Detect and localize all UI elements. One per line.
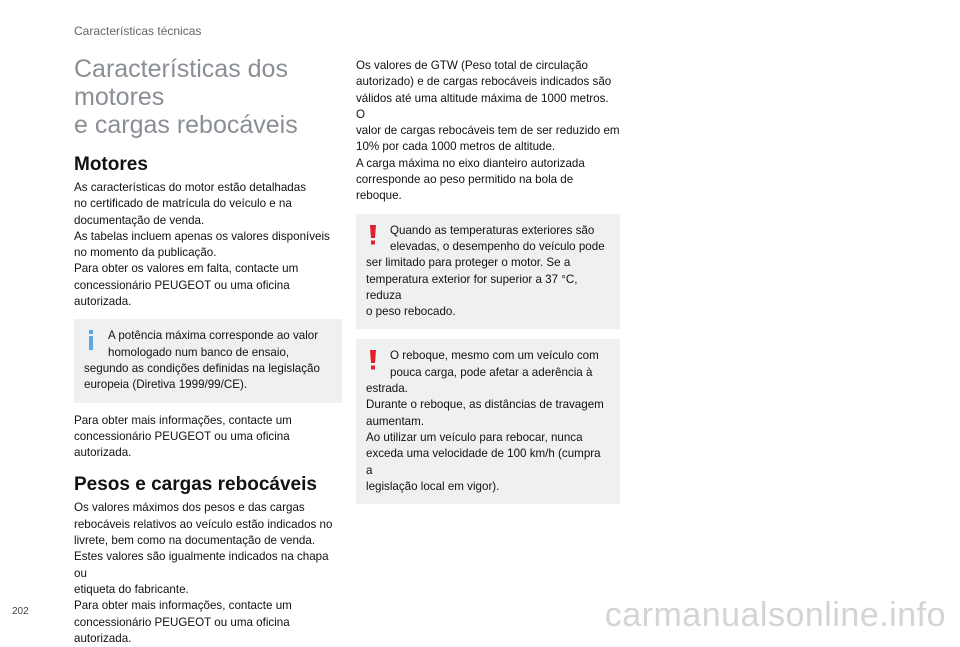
left-column bbox=[74, 55, 342, 647]
section-heading-motores: Motores bbox=[74, 154, 148, 175]
text-line: Para obter mais informações, contacte um bbox=[74, 413, 292, 427]
text-line: valor de cargas rebocáveis tem de ser reduzido em bbox=[356, 124, 620, 138]
warning-exclamation-icon bbox=[366, 225, 380, 245]
info-note-text bbox=[84, 328, 332, 393]
text-line: temperatura exterior for superior a 37 °C, reduza bbox=[366, 272, 578, 302]
text-line: exceda uma velocidade de 100 km/h (cumpra a bbox=[366, 447, 601, 477]
watermark: carmanualsonline.info bbox=[604, 596, 946, 634]
page-title-line: Características dos motores bbox=[74, 55, 288, 111]
text-line: As tabelas incluem apenas os valores disponíveis bbox=[74, 229, 330, 243]
text-line: Quando as temperaturas exteriores são bbox=[390, 223, 595, 237]
breadcrumb: Características técnicas bbox=[74, 24, 202, 38]
text-line: autorizada. bbox=[74, 446, 132, 460]
page-title bbox=[74, 55, 342, 139]
text-line: corresponde ao peso permitido na bola de reboque. bbox=[356, 173, 574, 203]
text-line: europeia (Diretiva 1999/99/CE). bbox=[84, 378, 248, 392]
text-line: no momento da publicação. bbox=[74, 246, 217, 260]
gtw-paragraph bbox=[356, 58, 620, 205]
section-heading-pesos: Pesos e cargas rebocáveis bbox=[74, 474, 317, 496]
text-line: concessionário PEUGEOT ou uma oficina bbox=[74, 429, 290, 443]
text-line: Para obter os valores em falta, contacte um bbox=[74, 262, 299, 276]
text-line: Ao utilizar um veículo para rebocar, nunca bbox=[366, 430, 583, 444]
page-title-line: e cargas rebocáveis bbox=[74, 111, 298, 139]
text-line: no certificado de matrícula do veículo e na bbox=[74, 197, 292, 211]
page-number: 202 bbox=[12, 606, 29, 617]
text-line: Para obter mais informações, contacte um bbox=[74, 599, 292, 613]
warning-note-temperature bbox=[356, 214, 620, 330]
text-line: autorizado) e de cargas rebocáveis indicados são bbox=[356, 75, 612, 89]
text-line: etiqueta do fabricante. bbox=[74, 582, 189, 596]
info-icon bbox=[84, 330, 98, 350]
text-line: homologado num banco de ensaio, bbox=[108, 345, 290, 359]
text-line: autorizada. bbox=[74, 631, 132, 645]
text-line: concessionário PEUGEOT ou uma oficina bbox=[74, 278, 290, 292]
text-line: pouca carga, pode afetar a aderência à bbox=[390, 365, 593, 379]
text-line: livrete, bem como na documentação de venda. bbox=[74, 534, 316, 548]
warning-text bbox=[366, 348, 610, 495]
text-line: o peso rebocado. bbox=[366, 305, 456, 319]
text-line: As características do motor estão detalhadas bbox=[74, 181, 306, 194]
text-line: O reboque, mesmo com um veículo com bbox=[390, 349, 599, 363]
text-line: A potência máxima corresponde ao valor bbox=[108, 329, 319, 343]
motores-paragraph bbox=[74, 180, 342, 310]
text-line: Os valores de GTW (Peso total de circulação bbox=[356, 59, 588, 72]
text-line: legislação local em vigor). bbox=[366, 479, 500, 493]
text-line: documentação de venda. bbox=[74, 213, 205, 227]
text-line: ser limitado para proteger o motor. Se a bbox=[366, 256, 571, 270]
warning-exclamation-icon bbox=[366, 350, 380, 370]
text-line: segundo as condições definidas na legislação bbox=[84, 361, 320, 375]
text-line: estrada. bbox=[366, 382, 408, 396]
warning-note-towing bbox=[356, 339, 620, 504]
text-line: Estes valores são igualmente indicados na chapa ou bbox=[74, 550, 329, 580]
text-line: Durante o reboque, as distâncias de travagem bbox=[366, 398, 604, 412]
text-line: rebocáveis relativos ao veículo estão indicados no bbox=[74, 517, 333, 531]
text-line: aumentam. bbox=[366, 414, 424, 428]
right-column bbox=[356, 58, 620, 514]
text-line: concessionário PEUGEOT ou uma oficina bbox=[74, 615, 290, 629]
pesos-paragraph bbox=[74, 500, 342, 647]
text-line: válidos até uma altitude máxima de 1000 metros. O bbox=[356, 91, 609, 121]
warning-text bbox=[366, 223, 610, 321]
text-line: Os valores máximos dos pesos e das cargas bbox=[74, 501, 305, 515]
contact-paragraph bbox=[74, 413, 342, 462]
text-line: elevadas, o desempenho do veículo pode bbox=[390, 239, 605, 253]
text-line: 10% por cada 1000 metros de altitude. bbox=[356, 140, 556, 154]
info-note bbox=[74, 319, 342, 402]
text-line: A carga máxima no eixo dianteiro autorizada bbox=[356, 156, 585, 170]
text-line: autorizada. bbox=[74, 295, 132, 309]
